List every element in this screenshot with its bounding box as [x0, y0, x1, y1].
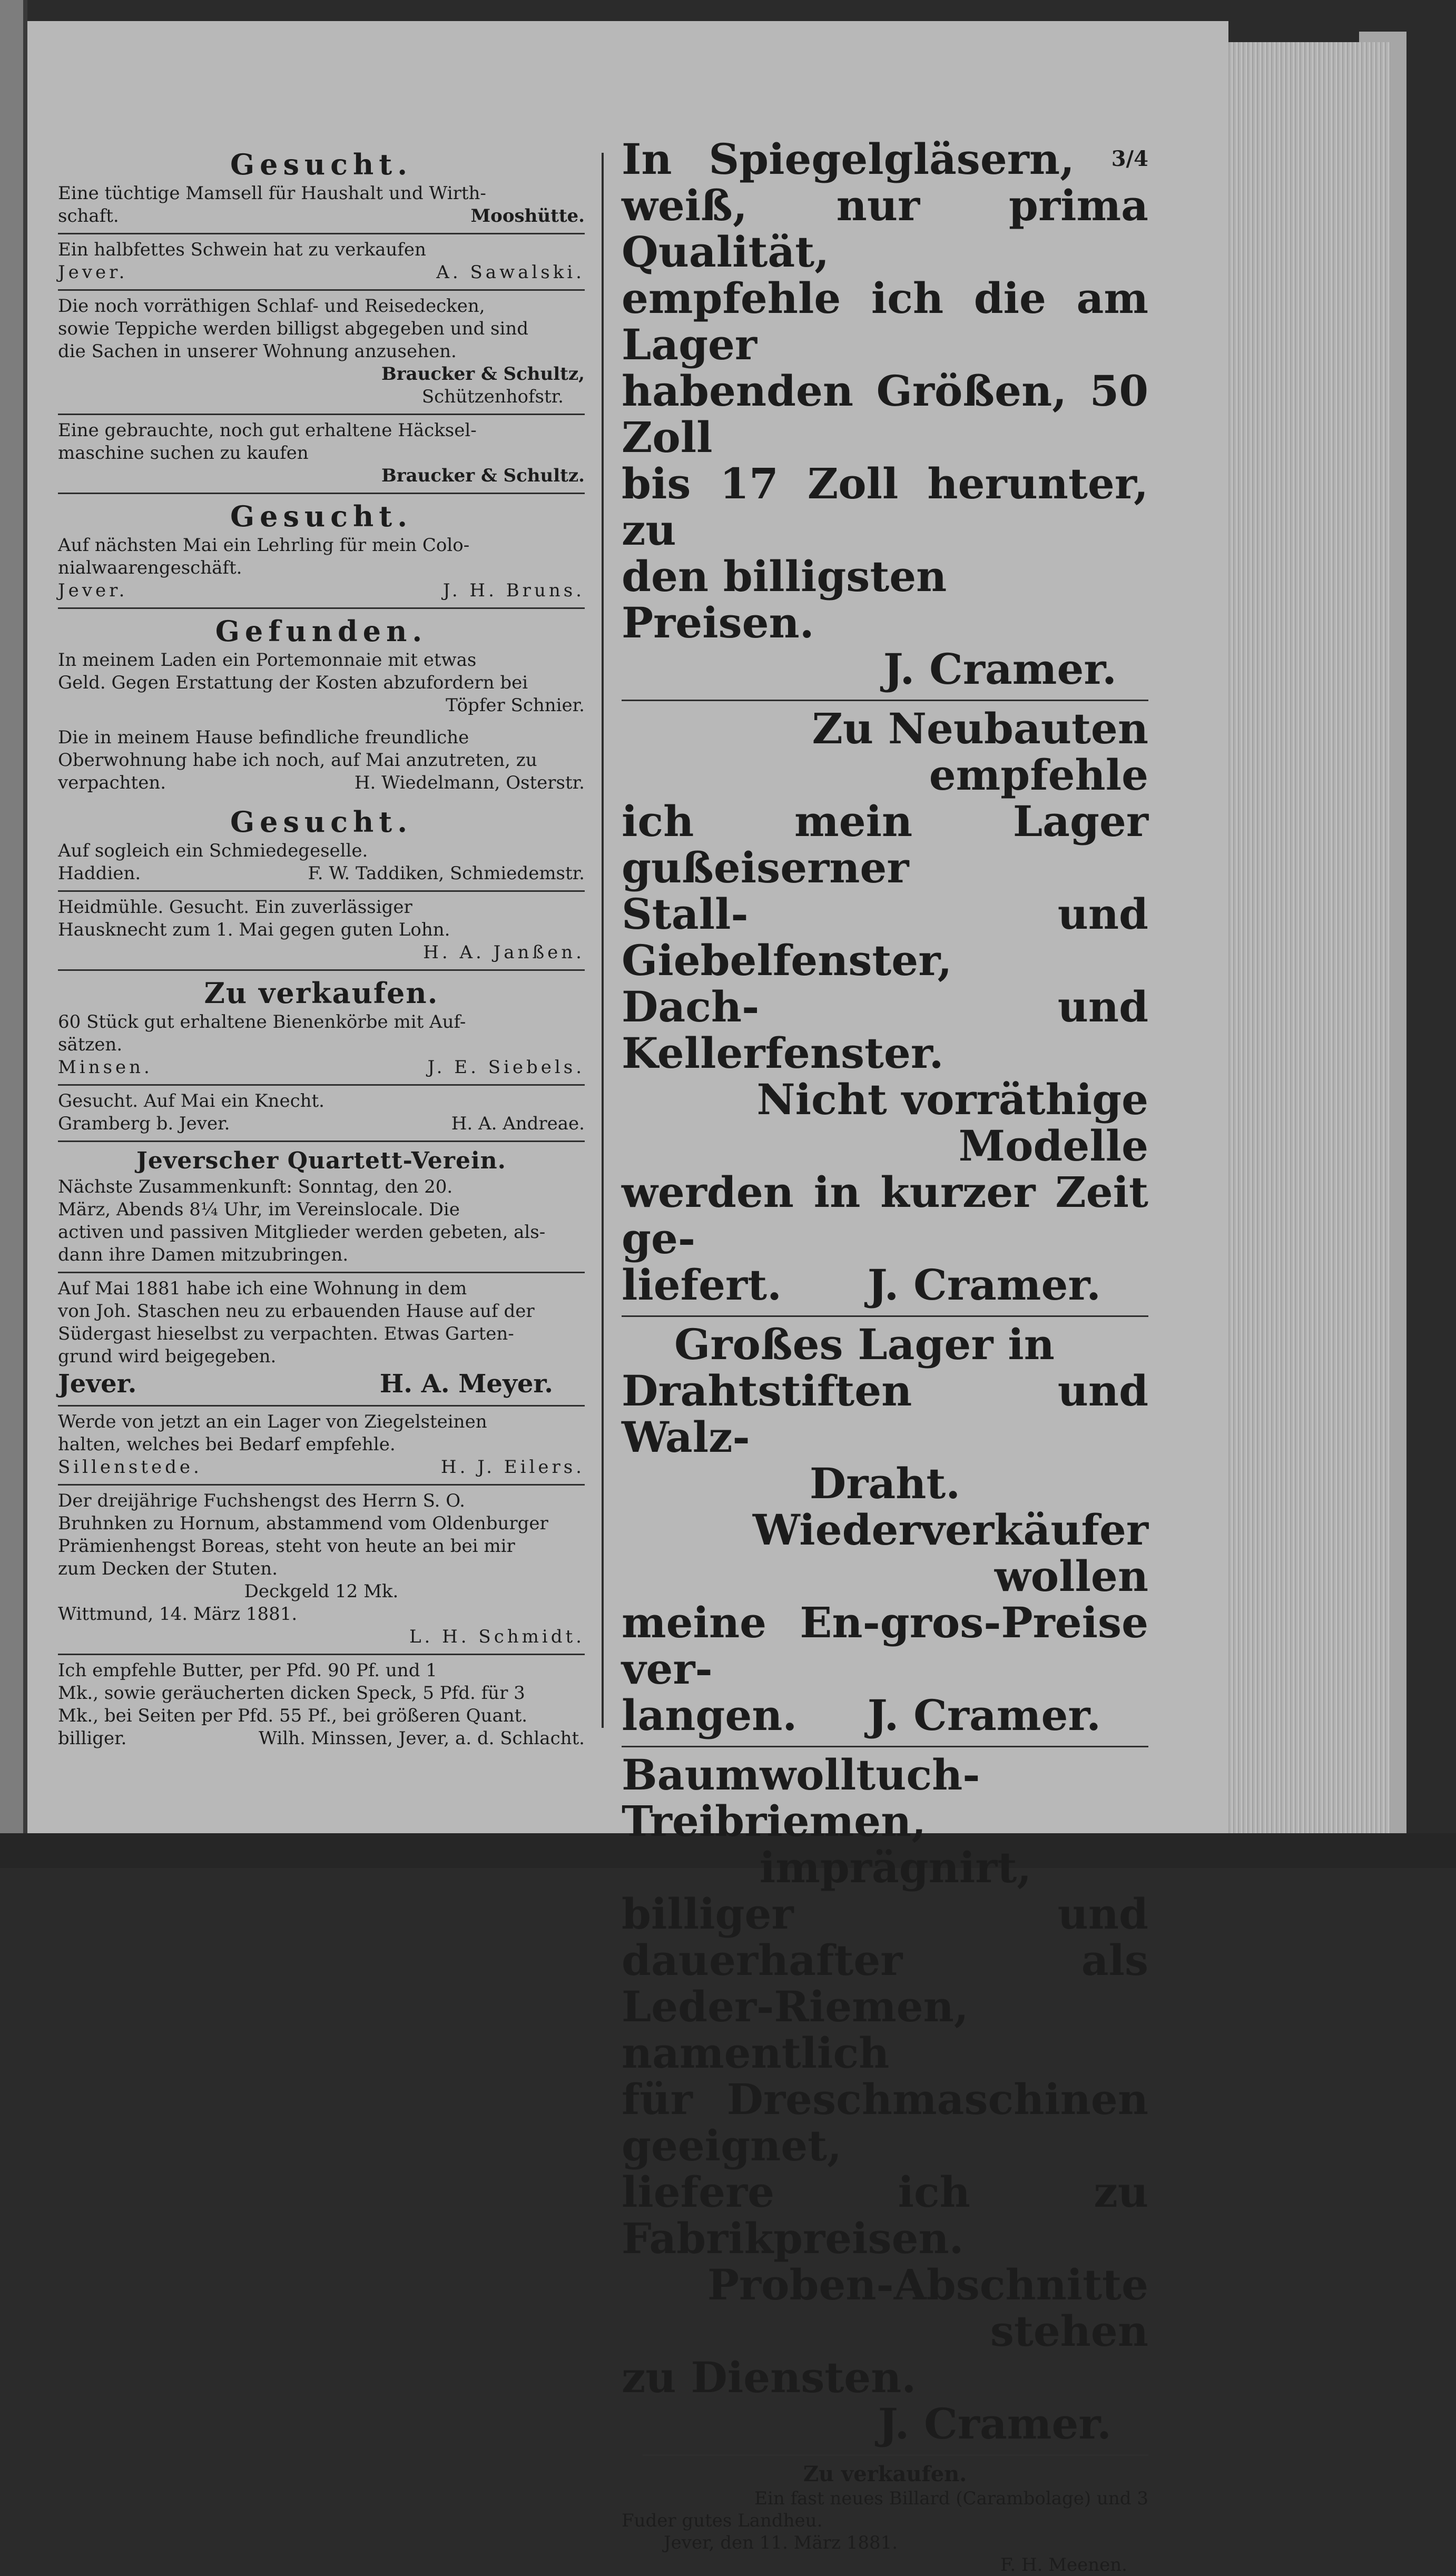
ad-footer — [622, 1692, 1148, 1738]
ad-footer — [58, 772, 585, 794]
ad-text: In meinem Laden ein Portemonnaie mit etwas — [58, 650, 477, 671]
ad-signature: Töpfer Schnier. — [446, 695, 585, 716]
ad-text: meine En-gros-Preise ver- — [622, 1598, 1148, 1694]
ad-reisedecken — [58, 291, 585, 415]
ad-text: Mk., sowie geräucherten dicken Speck, 5 Pfd. für 3 — [58, 1683, 525, 1704]
ad-text: Baumwolltuch-Treibriemen, — [622, 1750, 980, 1846]
ad-text: Oberwohnung habe ich noch, auf Mai anzutreten, zu — [58, 750, 537, 771]
ad-text: activen und passiven Mitglieder werden gebeten, als- — [58, 1222, 546, 1243]
ad-text: Wiederverkäufer wollen — [752, 1505, 1148, 1601]
ad-billard — [622, 2456, 1148, 2576]
ad-text: dann ihre Damen mitzubringen. — [58, 1244, 349, 1265]
ad-line: In Spiegelgläsern, — [622, 134, 1075, 184]
ad-text: Zu Neubauten empfehle — [812, 704, 1148, 800]
ad-text: Stall- und Giebelfenster, — [622, 889, 1148, 985]
ad-spiegelglaeser — [622, 132, 1148, 701]
ad-text: Hausknecht zum 1. Mai gegen guten Lohn. — [58, 919, 450, 940]
ad-text: Großes Lager in — [674, 1320, 1055, 1369]
ad-text: Eine tüchtige Mamsell für Haushalt und Wirth- — [58, 183, 486, 204]
ad-bienenkoerbe — [58, 971, 585, 1086]
ad-text: Dach- und Kellerfenster. — [622, 982, 1148, 1078]
ad-text: Prämienhengst Boreas, steht von heute an bei mir — [58, 1536, 515, 1557]
ad-fuchshengst — [58, 1486, 585, 1655]
ad-text — [622, 136, 1148, 182]
ad-text: die Sachen in unserer Wohnung anzusehen. — [58, 341, 457, 362]
ad-place: schaft. — [58, 205, 119, 227]
ad-signature: H. J. Eilers. — [440, 1457, 585, 1478]
ad-text: liefere ich zu Fabrikpreisen. — [622, 2167, 1148, 2263]
ad-heading: Gesucht. — [230, 499, 413, 533]
ad-text: Leder-Riemen, namentlich — [622, 1982, 969, 2078]
ad-place: Wittmund, 14. März 1881. — [58, 1604, 298, 1625]
ad-text: Auf sogleich ein Schmiedegeselle. — [58, 840, 368, 861]
ad-text: Bruhnken zu Hornum, abstammend vom Oldenburger — [58, 1513, 548, 1534]
ad-schwein — [58, 234, 585, 291]
ad-text: bis 17 Zoll herunter, zu — [622, 459, 1148, 555]
ad-footer — [58, 579, 585, 602]
ad-text: Heidmühle. Gesucht. Ein zuverlässiger — [58, 897, 412, 918]
ad-footer — [58, 862, 585, 885]
ad-wohnung-meyer — [58, 1273, 585, 1407]
ad-text: Draht. — [809, 1459, 961, 1508]
ad-footer — [58, 205, 585, 228]
ad-text: ich mein Lager gußeiserner — [622, 797, 1148, 892]
column-divider — [602, 153, 604, 1728]
ad-place: Sillenstede. — [58, 1457, 202, 1478]
ad-signature: L. H. Schmidt. — [409, 1626, 585, 1647]
ad-signature: J. Cramer. — [878, 2399, 1111, 2449]
ad-knecht — [58, 1086, 585, 1142]
ad-place: Jever. — [58, 262, 128, 283]
ad-place: verpachten. — [58, 772, 166, 793]
ad-butter — [58, 1655, 585, 1755]
ad-text: März, Abends 8¼ Uhr, im Vereinslocale. Die — [58, 1199, 460, 1220]
ad-gesucht-lehrling — [58, 494, 585, 609]
ad-text: sowie Teppiche werden billigst abgegeben und sind — [58, 318, 529, 339]
ad-place: Jever. — [58, 1369, 137, 1399]
ad-quartett-verein — [58, 1142, 585, 1273]
ad-signature: J. Cramer. — [867, 1260, 1101, 1310]
ad-text: Die in meinem Hause befindliche freundliche — [58, 727, 469, 748]
ad-signature: H. A. Janßen. — [423, 942, 585, 963]
right-column — [622, 132, 1148, 2576]
ad-text: liefert. — [622, 1260, 782, 1310]
ad-footer — [58, 1456, 585, 1479]
ad-signature: Mooshütte. — [470, 205, 585, 227]
ad-heading: Gesucht. — [230, 805, 413, 839]
ad-signature: Braucker & Schultz. — [381, 465, 585, 486]
ad-haeckselmaschine — [58, 415, 585, 494]
ad-footer — [58, 1727, 585, 1750]
ad-text: maschine suchen zu kaufen — [58, 443, 309, 464]
ad-signature: Wilh. Minssen, Jever, a. d. Schlacht. — [259, 1728, 585, 1749]
ad-text: Geld. Gegen Erstattung der Kosten abzufordern bei — [58, 672, 528, 693]
ad-text: Mk., bei Seiten per Pfd. 55 Pf., bei größeren Quant. — [58, 1705, 528, 1726]
ad-signature: H. Wiedelmann, Osterstr. — [354, 772, 585, 793]
ad-text: Gesucht. Auf Mai ein Knecht. — [58, 1090, 324, 1112]
ad-text: imprägnirt, — [759, 1843, 1032, 1892]
ad-text: Ich empfehle Butter, per Pfd. 90 Pf. und 1 — [58, 1660, 437, 1681]
ad-drahtstiften — [622, 1317, 1148, 1747]
ad-text: Nächste Zusammenkunft: Sonntag, den 20. — [58, 1176, 453, 1197]
ad-signature: J. H. Bruns. — [442, 580, 585, 601]
ad-text: weiß, nur prima Qualität, — [622, 181, 1148, 277]
ad-text: Eine gebrauchte, noch gut erhaltene Häcksel- — [58, 420, 477, 441]
ad-heading: Zu verkaufen. — [803, 2462, 967, 2486]
ad-signature: Braucker & Schultz, — [381, 363, 585, 385]
ad-text: zu Diensten. — [622, 2353, 917, 2402]
ad-place-date: Jever, den 11. März 1881. — [664, 2532, 898, 2553]
ad-ziegelsteine — [58, 1407, 585, 1486]
ad-signature: F. W. Taddiken, Schmiedemstr. — [308, 863, 585, 884]
ad-text: grund wird beigegeben. — [58, 1346, 277, 1367]
ad-gefunden — [58, 609, 585, 722]
ad-text: zum Decken der Stuten. — [58, 1558, 278, 1579]
ad-text: Südergast hieselbst zu verpachten. Etwas Garten- — [58, 1323, 514, 1344]
ad-text: Der dreijährige Fuchshengst des Herrn S. O. — [58, 1490, 465, 1511]
ad-place: Haddien. — [58, 863, 141, 884]
ad-text: sätzen. — [58, 1034, 123, 1055]
ad-signature: J. E. Siebels. — [427, 1057, 585, 1078]
ad-text: Auf nächsten Mai ein Lehrling für mein Colo- — [58, 535, 470, 556]
ad-text: Ein fast neues Billard (Carambolage) und 3 — [754, 2488, 1148, 2509]
ad-signature: H. A. Andreae. — [451, 1113, 585, 1134]
ad-signature: H. A. Meyer. — [379, 1369, 553, 1399]
ad-heidmuehle — [58, 892, 585, 971]
left-column — [58, 142, 585, 1755]
ad-footer — [622, 1262, 1148, 1308]
ad-signature: J. Cramer. — [867, 1690, 1101, 1740]
ad-place: Gramberg b. Jever. — [58, 1113, 230, 1134]
ad-text: Nicht vorräthige Modelle — [756, 1075, 1148, 1171]
ad-text: langen. — [622, 1690, 798, 1740]
ad-fraction: 3/4 — [1111, 146, 1148, 171]
ad-text: empfehle ich die am Lager — [622, 273, 1148, 369]
ad-signature: F. H. Meenen. — [1000, 2554, 1127, 2575]
ad-address: Schützenhofstr. — [421, 386, 564, 407]
ad-text: halten, welches bei Bedarf empfehle. — [58, 1434, 396, 1455]
ad-text: für Dreschmaschinen geeignet, — [622, 2074, 1148, 2170]
ad-treibriemen — [622, 1747, 1148, 2456]
ad-place-date — [58, 1603, 585, 1626]
ad-fee: Deckgeld 12 Mk. — [244, 1581, 399, 1602]
ad-text: 60 Stück gut erhaltene Bienenkörbe mit Auf- — [58, 1011, 466, 1033]
previous-page-edge — [0, 0, 25, 1868]
ad-heading: Zu verkaufen. — [204, 976, 439, 1010]
ad-text: den billigsten Preisen. — [622, 552, 947, 647]
ad-heading: Jeverscher Quartett-Verein. — [136, 1147, 506, 1174]
ad-text: Werde von jetzt an ein Lager von Ziegelsteinen — [58, 1411, 487, 1432]
page-stack — [1212, 42, 1391, 1833]
ad-text: werden in kurzer Zeit ge- — [622, 1167, 1148, 1263]
ad-signature: A. Sawalski. — [436, 262, 585, 283]
ad-text: billiger. — [58, 1728, 127, 1749]
ad-signature: J. Cramer. — [883, 644, 1117, 694]
ad-gesucht-schmiedegeselle — [58, 800, 585, 892]
ad-gesucht-mamsell — [58, 142, 585, 234]
ad-footer — [58, 1113, 585, 1135]
ad-text: Auf Mai 1881 habe ich eine Wohnung in dem — [58, 1278, 467, 1299]
ad-oberwohnung — [58, 722, 585, 800]
ad-heading: Gefunden. — [215, 614, 428, 648]
ad-heading: Gesucht. — [230, 148, 413, 181]
ad-text: Proben-Abschnitte stehen — [707, 2260, 1148, 2356]
ad-text: billiger und dauerhafter als — [622, 1889, 1148, 1985]
ad-text: nialwaarengeschäft. — [58, 557, 242, 578]
ad-place: Jever. — [58, 580, 128, 601]
ad-text: Die noch vorräthigen Schlaf- und Reisedecken, — [58, 296, 485, 317]
ad-text: habenden Größen, 50 Zoll — [622, 366, 1148, 462]
ad-text: Drahtstiften und Walz- — [622, 1366, 1148, 1462]
ad-text: von Joh. Staschen neu zu erbauenden Hause auf der — [58, 1301, 535, 1322]
ad-place: Minsen. — [58, 1057, 153, 1078]
ad-footer — [58, 1368, 585, 1400]
ad-text: Ein halbfettes Schwein hat zu verkaufen — [58, 239, 426, 260]
ad-neubauten — [622, 701, 1148, 1317]
ad-footer — [58, 261, 585, 284]
book-gutter — [23, 0, 27, 1868]
ad-text: Fuder gutes Landheu. — [622, 2510, 823, 2531]
ad-footer — [58, 1056, 585, 1079]
